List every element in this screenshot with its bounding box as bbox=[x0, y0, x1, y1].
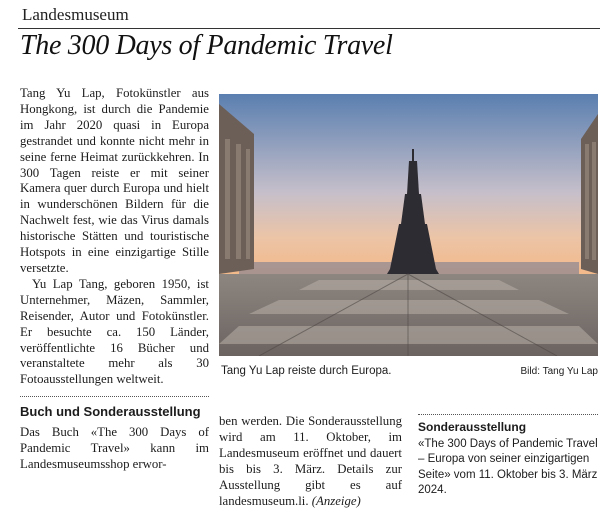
article-paragraph-1: Tang Yu Lap, Fotokünstler aus Hongkong, ist durch die Pandemie im Jahr 2020 quasi in Europa gestrandet und konnte nicht mehr in seine ferne Heimat zurückkehren. In 300 Tagen reiste er mit seiner Kamera quer durch Europa und hielt in wunderschönen Bildern für die Nachwelt fest, wie das Virus damals historische Stätten und touristische Hotspots in eine einzigartige Stille versetzte. bbox=[20, 86, 209, 275]
info-box bbox=[418, 414, 598, 499]
article-paragraph-3-start: Das Buch «The 300 Days of Pandemic Travel» kann im Landesmuseumsshop erwor- bbox=[20, 425, 209, 472]
top-rule bbox=[18, 28, 600, 29]
dotted-divider bbox=[20, 396, 209, 397]
photo-credit: Bild: Tang Yu Lap bbox=[520, 366, 598, 377]
paragraph-3-continuation: ben werden. Die Sonderausstellung wird am 11. Oktober, im Landesmuseum eröffnet und dauert bis bis 3. März. Details zur Ausstellung gibt es auf landesmuseum.li. bbox=[219, 414, 402, 508]
caption-text: Tang Yu Lap reiste durch Europa. bbox=[221, 365, 392, 377]
article-paragraph-2: Yu Lap Tang, geboren 1950, ist Unternehmer, Mäzen, Sammler, Reisender, Autor und Fotokünstler. Er besuchte ca. 150 Länder, veröffentlichte 16 Bücher und veranstaltete mehr als 30 Fotoausstellungen weltweit. bbox=[20, 276, 209, 387]
article-column-2 bbox=[219, 414, 402, 509]
info-box-title: Sonderausstellung bbox=[418, 420, 527, 434]
subheading: Buch und Sonderausstellung bbox=[20, 404, 201, 420]
section-label: Landesmuseum bbox=[22, 5, 129, 24]
article-paragraph-3-end bbox=[219, 414, 402, 509]
photo-eiffel-tower bbox=[219, 94, 598, 356]
headline: The 300 Days of Pandemic Travel bbox=[20, 30, 393, 61]
info-box-text: «The 300 Days of Pandemic Travel – Europa von seiner einzigartigen Seite» vom 11. Oktober bis 3. März 2024. bbox=[418, 438, 598, 497]
dotted-divider bbox=[418, 414, 598, 415]
article-column-1 bbox=[20, 86, 209, 473]
ad-tag: (Anzeige) bbox=[311, 493, 361, 508]
photo-illustration bbox=[219, 94, 598, 356]
